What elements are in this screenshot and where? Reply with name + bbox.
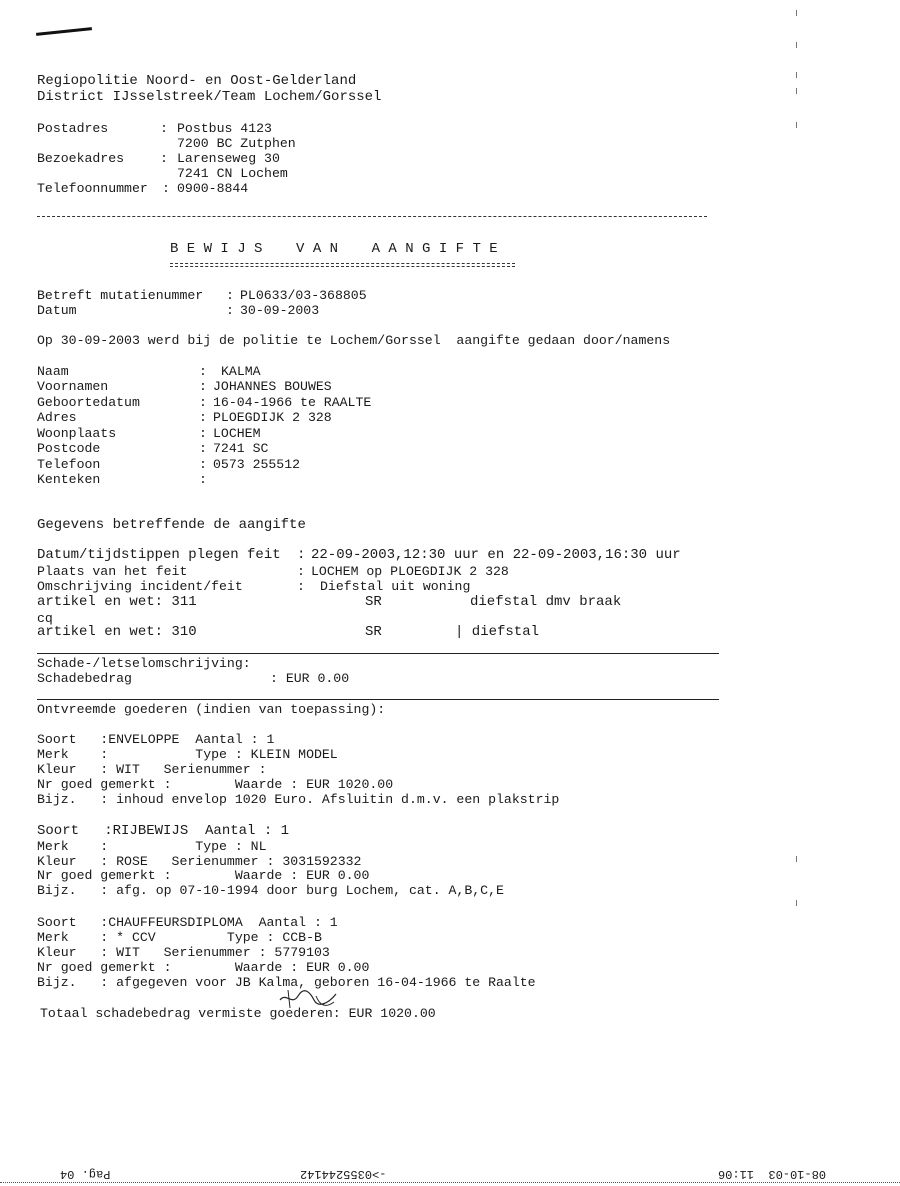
colon: :: [199, 364, 207, 379]
scan-speck: [796, 900, 797, 906]
goed-bijz: Bijz. : afg. op 07-10-1994 door burg Lochem, cat. A,B,C,E: [37, 883, 504, 898]
plaats-value: LOCHEM op PLOEGDIJK 2 328: [311, 564, 509, 579]
goed-waarde: Nr goed gemerkt : Waarde : EUR 0.00: [37, 868, 370, 883]
artikel-wet: SR: [365, 624, 382, 640]
district-name: District IJsselstreek/Team Lochem/Gorssel: [37, 89, 382, 105]
postadres-line2: 7200 BC Zutphen: [177, 136, 296, 151]
goed-kleur: Kleur : WIT Serienummer :: [37, 762, 267, 777]
colon: :: [226, 303, 234, 318]
colon: :: [199, 395, 207, 410]
section-title: Gegevens betreffende de aangifte: [37, 517, 306, 533]
datum-feit-label: Datum/tijdstippen plegen feit: [37, 547, 281, 563]
artikel-label: artikel en wet: 310: [37, 624, 197, 640]
goed-merk: Merk : Type : NL: [37, 839, 267, 854]
scan-speck: [796, 122, 797, 128]
colon: :: [297, 579, 305, 594]
colon: :: [199, 426, 207, 441]
fax-page-number: Pag. 04: [60, 1167, 111, 1181]
goederen-title: Ontvreemde goederen (indien van toepassing):: [37, 702, 386, 717]
mutatienummer: PL0633/03-368805: [240, 288, 367, 303]
fax-datetime: 08-10-03 11:06: [718, 1167, 827, 1181]
colon: :: [297, 547, 306, 563]
colon: :: [199, 410, 207, 425]
schadebedrag-label: Schadebedrag: [37, 671, 132, 686]
person-value: 16-04-1966 te RAALTE: [213, 395, 372, 410]
schade-omschrijving-label: Schade-/letselomschrijving:: [37, 656, 251, 671]
telefoon-label: Telefoonnummer: [37, 181, 148, 196]
divider: [37, 699, 719, 700]
page-edge: [0, 1182, 900, 1183]
person-value: 0573 255512: [213, 457, 301, 472]
omschrijving-label: Omschrijving incident/feit: [37, 579, 243, 594]
document-title: B E W I J S V A N A A N G I F T E: [170, 241, 498, 257]
postadres-label: Postadres: [37, 121, 109, 136]
person-label: Kenteken: [37, 472, 101, 487]
person-value: 7241 SC: [213, 441, 269, 456]
goed-merk: Merk : Type : KLEIN MODEL: [37, 747, 338, 762]
fax-phone-number: ->0355244142: [300, 1167, 387, 1181]
person-label: Woonplaats: [37, 426, 117, 441]
person-value: PLOEGDIJK 2 328: [213, 410, 332, 425]
goed-kleur: Kleur : WIT Serienummer : 5779103: [37, 945, 330, 960]
person-value: JOHANNES BOUWES: [213, 379, 332, 394]
goed-soort: Soort :RIJBEWIJS Aantal : 1: [37, 823, 290, 839]
scan-speck: [796, 88, 797, 94]
colon: :: [199, 472, 207, 487]
scan-speck: [796, 856, 797, 862]
colon: :: [199, 457, 207, 472]
person-label: Telefoon: [37, 457, 101, 472]
goed-soort: Soort :ENVELOPPE Aantal : 1: [37, 732, 275, 747]
goed-kleur: Kleur : ROSE Serienummer : 3031592332: [37, 854, 362, 869]
colon: :: [226, 288, 234, 303]
person-label: Naam: [37, 364, 69, 379]
colon: :: [162, 181, 170, 196]
cq-label: cq: [37, 611, 53, 626]
colon: :: [160, 121, 168, 136]
colon: :: [160, 151, 168, 166]
person-label: Postcode: [37, 441, 101, 456]
title-underline: [170, 263, 515, 264]
postadres-line1: Postbus 4123: [177, 121, 272, 136]
datum-feit-value: 22-09-2003,12:30 uur en 22-09-2003,16:30 uur: [311, 547, 681, 563]
scan-speck: [796, 72, 797, 78]
datum-value: 30-09-2003: [240, 303, 320, 318]
divider: [37, 653, 719, 654]
totaal-schadebedrag: Totaal schadebedrag vermiste goederen: EUR 1020.00: [40, 1006, 436, 1021]
artikel-desc: diefstal dmv braak: [470, 594, 622, 610]
goed-soort: Soort :CHAUFFEURSDIPLOMA Aantal : 1: [37, 915, 338, 930]
bezoekadres-line2: 7241 CN Lochem: [177, 166, 288, 181]
goed-bijz: Bijz. : inhoud envelop 1020 Euro. Afsluitin d.m.v. een plakstrip: [37, 792, 560, 807]
fax-mark: [36, 27, 92, 36]
artikel-wet: SR: [365, 594, 382, 610]
person-label: Voornamen: [37, 379, 109, 394]
goed-merk: Merk : * CCV Type : CCB-B: [37, 930, 322, 945]
bezoekadres-label: Bezoekadres: [37, 151, 125, 166]
colon: :: [199, 379, 207, 394]
schadebedrag-value: : EUR 0.00: [270, 671, 350, 686]
dashed-divider: [37, 216, 707, 217]
colon: :: [297, 564, 305, 579]
artikel-desc: | diefstal: [455, 624, 540, 640]
datum-label: Datum: [37, 303, 77, 318]
title-underline: [170, 266, 515, 267]
plaats-label: Plaats van het feit: [37, 564, 188, 579]
org-name: Regiopolitie Noord- en Oost-Gelderland: [37, 73, 357, 89]
omschrijving-value: Diefstal uit woning: [320, 579, 471, 594]
scan-speck: [796, 42, 797, 48]
betreft-label: Betreft mutatienummer: [37, 288, 204, 303]
goed-waarde: Nr goed gemerkt : Waarde : EUR 1020.00: [37, 777, 394, 792]
person-value: KALMA: [221, 364, 261, 379]
colon: :: [199, 441, 207, 456]
intro-sentence: Op 30-09-2003 werd bij de politie te Lochem/Gorssel aangifte gedaan door/namens: [37, 333, 671, 348]
person-label: Adres: [37, 410, 77, 425]
telefoon-value: 0900-8844: [177, 181, 249, 196]
person-value: LOCHEM: [213, 426, 261, 441]
goed-bijz: Bijz. : afgegeven voor JB Kalma, geboren 16-04-1966 te Raalte: [37, 975, 536, 990]
scan-speck: [796, 10, 797, 16]
person-label: Geboortedatum: [37, 395, 140, 410]
goed-waarde: Nr goed gemerkt : Waarde : EUR 0.00: [37, 960, 370, 975]
bezoekadres-line1: Larenseweg 30: [177, 151, 280, 166]
artikel-label: artikel en wet: 311: [37, 594, 197, 610]
